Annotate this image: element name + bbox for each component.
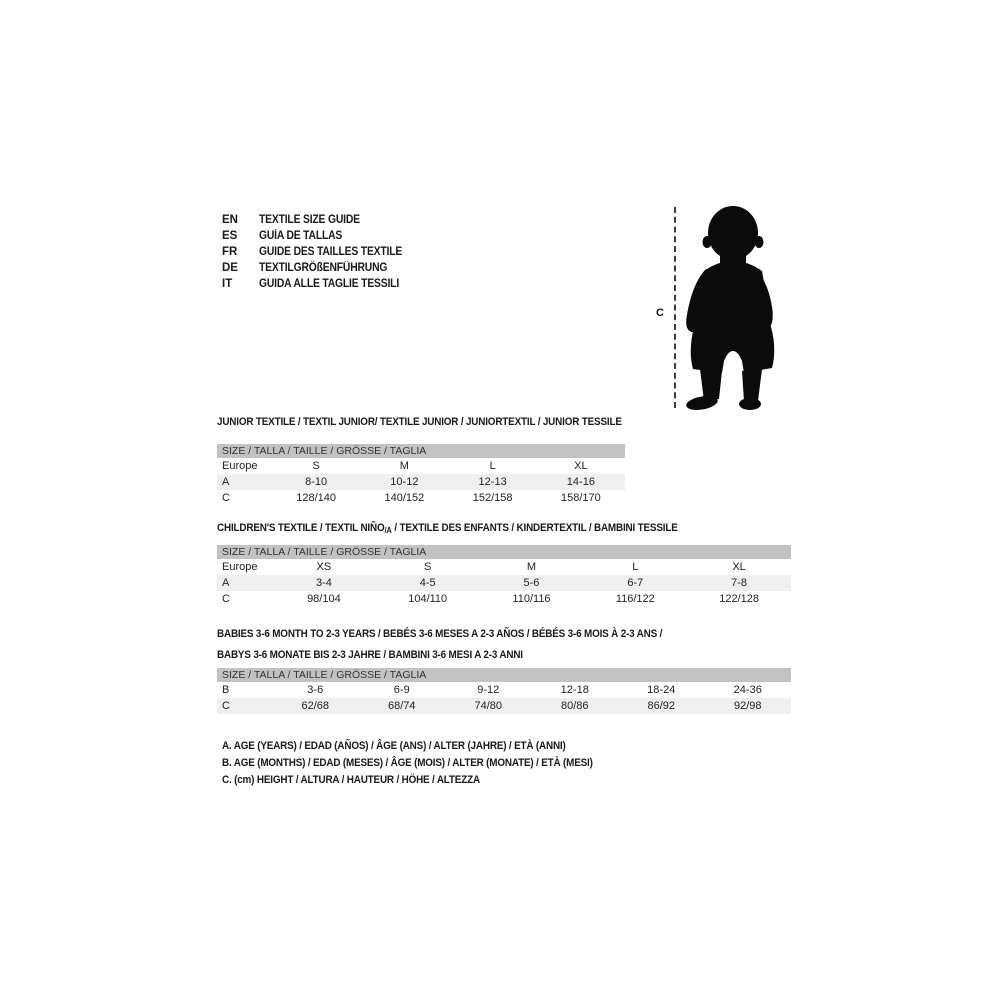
cell: S <box>312 460 320 472</box>
cell: XL <box>574 460 588 472</box>
row-label: Europe <box>222 561 258 573</box>
table-row <box>217 458 625 474</box>
language-label: GUIDA ALLE TAGLIE TESSILI <box>259 278 400 290</box>
language-label: TEXTILGRÖßENFÜHRUNG <box>259 262 388 274</box>
size-header-bar: SIZE / TALLA / TAILLE / GRÖSSE / TAGLIA <box>217 668 791 682</box>
cell: 18-24 <box>647 684 676 696</box>
footnote-c: C. (cm) HEIGHT / ALTURA / HAUTEUR / HÖHE / ALTEZZA <box>222 774 480 786</box>
cell: 6-9 <box>393 684 410 696</box>
table-row <box>217 474 625 490</box>
row-label: A <box>222 476 230 488</box>
title-part: / TEXTILE DES ENFANTS / KINDERTEXTIL / BAMBINI TESSILE <box>391 522 678 534</box>
row-label: Europe <box>222 460 258 472</box>
cell: 80/86 <box>560 700 589 712</box>
row-label: C <box>222 593 230 605</box>
cell: 4-5 <box>419 577 436 589</box>
cell: XL <box>732 561 746 573</box>
table-title-line1: BABIES 3-6 MONTH TO 2-3 YEARS / BEBÉS 3-6 MESES A 2-3 AÑOS / BÉBÉS 3-6 MOIS À 2-3 ANS / <box>217 628 663 640</box>
table-row <box>217 682 791 698</box>
cell: 152/158 <box>472 492 513 504</box>
cell: 6-7 <box>627 577 644 589</box>
cell: 116/122 <box>615 593 655 605</box>
cell: 7-8 <box>731 577 748 589</box>
row-label: C <box>222 700 230 712</box>
cell: 74/80 <box>474 700 503 712</box>
cell: 140/152 <box>384 492 425 504</box>
size-table-junior <box>217 415 625 506</box>
table-row <box>217 698 791 714</box>
language-row-en <box>222 212 418 228</box>
table-title-line2: BABYS 3-6 MONATE BIS 2-3 JAHRE / BAMBINI 3-6 MESI A 2-3 ANNI <box>217 649 523 661</box>
language-code: FR <box>222 246 238 258</box>
cell: XS <box>316 561 332 573</box>
cell: 12-18 <box>560 684 589 696</box>
title-part: CHILDREN'S TEXTILE / TEXTIL NIÑO <box>217 522 385 534</box>
language-code: ES <box>222 230 238 242</box>
size-header-bar: SIZE / TALLA / TAILLE / GRÖSSE / TAGLIA <box>217 545 791 559</box>
footnote-a: A. AGE (YEARS) / EDAD (AÑOS) / ÂGE (ANS) / ALTER (JAHRE) / ETÀ (ANNI) <box>222 740 566 752</box>
language-row-de <box>222 260 418 276</box>
table-title: JUNIOR TEXTILE / TEXTIL JUNIOR/ TEXTILE JUNIOR / JUNIORTEXTIL / JUNIOR TESSILE <box>217 416 622 428</box>
baby-silhouette-icon <box>684 199 780 413</box>
language-label: GUIDE DES TAILLES TEXTILE <box>259 246 403 258</box>
cell: 9-12 <box>477 684 500 696</box>
size-table-babies <box>217 626 791 714</box>
cell: 14-16 <box>566 476 595 488</box>
cell: 122/128 <box>719 593 759 605</box>
footnotes <box>222 738 634 789</box>
table-title <box>217 521 734 537</box>
language-code: IT <box>222 278 233 290</box>
language-label: TEXTILE SIZE GUIDE <box>259 214 360 226</box>
cell: 92/98 <box>733 700 762 712</box>
footnote-b: B. AGE (MONTHS) / EDAD (MESES) / ÂGE (MOIS) / ALTER (MONATE) / ETÀ (MESI) <box>222 757 593 769</box>
title-part-subscript: /A <box>384 525 392 535</box>
cell: 8-10 <box>305 476 328 488</box>
language-row-es <box>222 228 418 244</box>
size-table-children <box>217 521 791 607</box>
cell: 110/116 <box>512 593 551 605</box>
table-row <box>217 490 625 506</box>
cell: 3-6 <box>307 684 324 696</box>
language-code: DE <box>222 262 238 274</box>
row-label: C <box>222 492 230 504</box>
table-row <box>217 559 791 575</box>
cell: L <box>632 561 639 573</box>
row-label: A <box>222 577 230 589</box>
cell: 86/92 <box>647 700 676 712</box>
size-header-bar: SIZE / TALLA / TAILLE / GRÖSSE / TAGLIA <box>217 444 625 458</box>
table-row <box>217 575 791 591</box>
height-dotted-line <box>674 207 676 408</box>
cell: 12-13 <box>478 476 507 488</box>
cell: 62/68 <box>301 700 330 712</box>
cell: 98/104 <box>307 593 341 605</box>
cell: 128/140 <box>296 492 336 504</box>
language-code: EN <box>222 214 238 226</box>
cell: M <box>399 460 409 472</box>
cell: 104/110 <box>408 593 448 605</box>
cell: S <box>424 561 432 573</box>
language-row-it <box>222 276 418 292</box>
cell: 158/170 <box>560 492 601 504</box>
language-row-fr <box>222 244 418 260</box>
row-label: B <box>222 684 230 696</box>
cell: L <box>489 460 496 472</box>
cell: M <box>526 561 537 573</box>
language-label: GUÍA DE TALLAS <box>259 230 343 242</box>
cell: 3-4 <box>315 577 332 589</box>
table-row <box>217 591 791 607</box>
language-list <box>222 212 418 292</box>
cell: 24-36 <box>733 684 762 696</box>
cell: 68/74 <box>387 700 416 712</box>
cell: 5-6 <box>523 577 540 589</box>
height-label-c: C <box>656 307 664 319</box>
cell: 10-12 <box>390 476 419 488</box>
